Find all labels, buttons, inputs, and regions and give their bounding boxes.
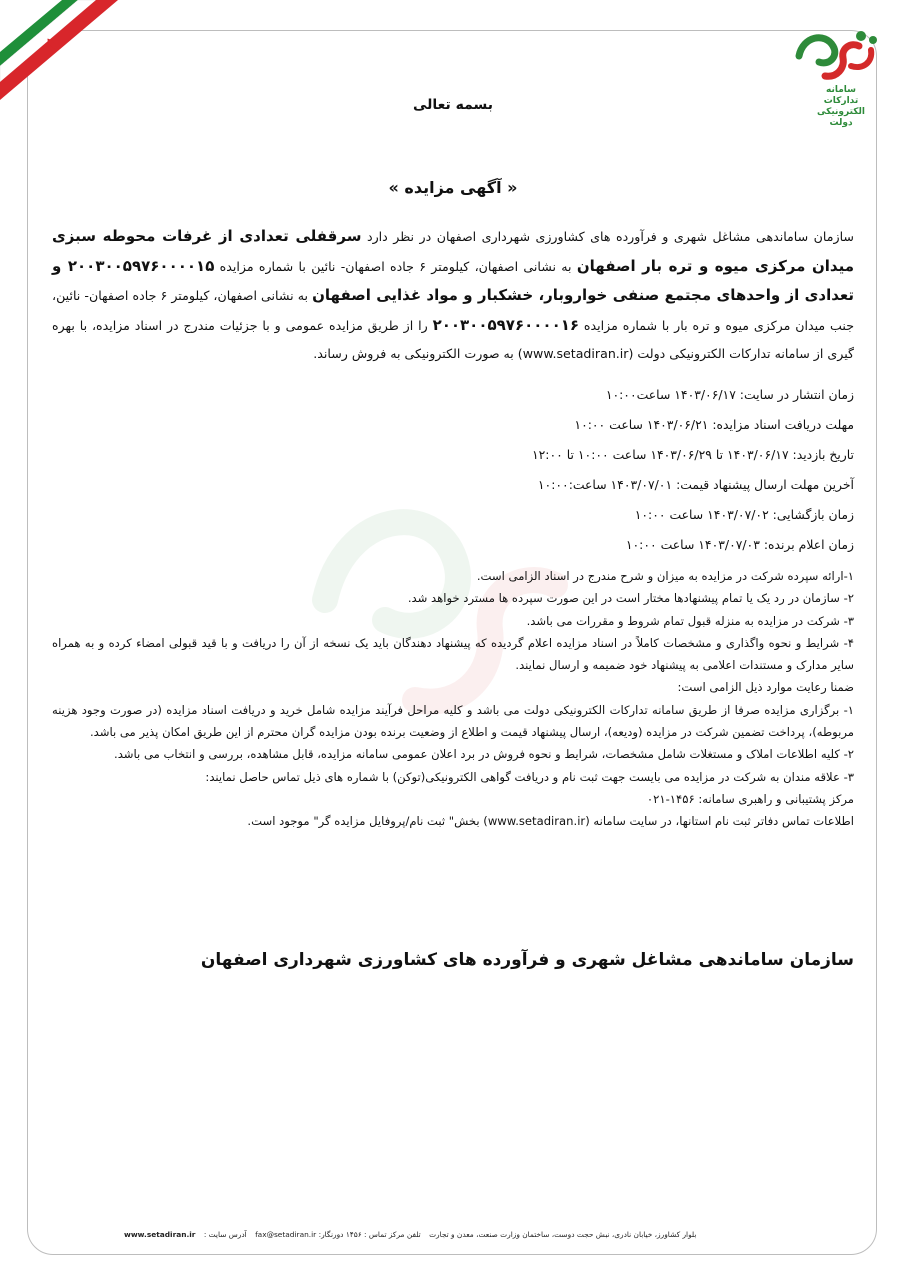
rule-item: ضمنا رعایت موارد ذیل الزامی است: (677, 680, 854, 695)
intro-paragraph (52, 222, 854, 369)
rule-item: ۲- سازمان در رد یک یا تمام پیشنهادها مختار است در این صورت سپرده ها مسترد خواهد شد. (407, 591, 854, 606)
ad-title: « آگهی مزایده » (388, 178, 518, 197)
intro-bold-3: ۲۰۰۳۰۰۵۹۷۶۰۰۰۰۱۶ (432, 315, 580, 334)
intro-part-4: را از طریق مزایده عمومی و با جزئیات مندرج در اسناد مزایده، با بهره گیری از سامانه تدارکات الکترونیکی دولت (www.setadiran.ir) به صورت الکترونیکی به فروش رساند. (52, 317, 854, 361)
intro-part-1: سازمان ساماندهی مشاغل شهری و فرآورده های کشاورزی شهرداری اصفهان در نظر دارد (361, 229, 854, 244)
footer-site-link[interactable]: www.setadiran.ir (124, 1230, 196, 1239)
date-publish: زمان انتشار در سایت: ۱۴۰۳/۰۶/۱۷ ساعت۱۰:۰۰ (605, 387, 854, 402)
footer (118, 1230, 800, 1239)
rule-item: ۱- برگزاری مزایده صرفا از طریق سامانه تدارکات الکترونیکی دولت می باشد و کلیه مراحل فرآیند مزایده شامل خرید و دریافت اسناد مزایده (در صورت وجود هزینه مربوطه)، پرداخت تضمین شرکت در مزایده (ودیعه)، ارسال پیشنهاد قیمت و اطلاع از وضعیت برنده بودن مزایده گران محترم از این طریق امکان پذیر می باشد. (52, 702, 854, 740)
logo-text-1: سامانه (825, 85, 857, 95)
logo-text-3: الکترونیکی (817, 107, 865, 117)
rule-item: اطلاعات تماس دفاتر ثبت نام استانها، در سایت سامانه (www.setadiran.ir) بخش" ثبت نام/پروفایل مزایده گر" موجود است. (247, 814, 854, 829)
intro-part-2: به نشانی اصفهان، کیلومتر ۶ جاده اصفهان- نائین با شماره مزایده (214, 258, 577, 274)
date-opening: زمان بازگشایی: ۱۴۰۳/۰۷/۰۲ ساعت ۱۰:۰۰ (634, 507, 854, 522)
signature-organization: سازمان ساماندهی مشاغل شهری و فرآورده های کشاورزی شهرداری اصفهان (200, 950, 854, 970)
setad-logo (789, 22, 887, 132)
intro-bold-1: سرقفلی تعدادی از غرفات محوطه سبزی میدان مرکزی میوه و تره بار اصفهان (52, 227, 854, 275)
rule-item: ۲- کلیه اطلاعات املاک و مستغلات شامل مشخصات، شرایط و نحوه فروش در برد اعلان عمومی سامانه مزایده، قابل مشاهده، بررسی و انتخاب می باشد. (114, 747, 854, 762)
footer-site-label: آدرس سایت : (203, 1230, 247, 1239)
footer-phone: تلفن مرکز تماس : ۱۴۵۶ دورنگار: fax@setadiran.ir (255, 1230, 421, 1239)
footer-address: بلوار کشاورز، خیابان نادری، نبش حجت دوست، ساختمان وزارت صنعت، معدن و تجارت (429, 1230, 697, 1239)
logo-text-4: دولت (829, 118, 853, 128)
logo-text-2: تدارکات (823, 96, 859, 106)
date-documents: مهلت دریافت اسناد مزایده: ۱۴۰۳/۰۶/۲۱ ساعت ۱۰:۰۰ (574, 417, 854, 432)
rules-list (52, 565, 854, 833)
rule-item: ۳- شرکت در مزایده به منزله قبول تمام شروط و مقررات می باشد. (526, 613, 854, 628)
date-visit: تاریخ بازدید: ۱۴۰۳/۰۶/۱۷ تا ۱۴۰۳/۰۶/۲۹ ساعت ۱۰:۰۰ تا ۱۲:۰۰ (532, 447, 854, 462)
dates-list (52, 380, 854, 560)
rule-item: ۴- شرایط و نحوه واگذاری و مشخصات کاملاً در اسناد مزایده اعلام گردیده که پیشنهاد دهندگان باید یک نسخه از آن را دریافت و با قید قبولی امضاء کرده و به همراه سایر مدارک و مستندات اعلامی به پیشنهاد خود ضمیمه و ارسال نمایند. (52, 635, 854, 673)
basmala-heading: بسمه تعالی (412, 97, 494, 113)
rule-item: ۳- علاقه مندان به شرکت در مزایده می بایست جهت ثبت نام و دریافت گواهی الکترونیکی(توکن) با شماره های ذیل تماس حاصل نمایند: (205, 769, 854, 784)
rule-item: مرکز پشتیبانی و راهبری سامانه: ۱۴۵۶-۰۲۱ (646, 791, 854, 806)
rule-item: ۱-ارائه سپرده شرکت در مزایده به میزان و شرح مندرج در اسناد الزامی است. (476, 569, 854, 583)
iran-flag-corner (0, 0, 130, 110)
date-winner: زمان اعلام برنده: ۱۴۰۳/۰۷/۰۳ ساعت ۱۰:۰۰ (625, 537, 854, 552)
intro-part-3: به نشانی اصفهان، کیلومتر ۶ جاده اصفهان- نائین، جنب میدان مرکزی میوه و تره بار با شماره مزایده (52, 288, 854, 333)
date-bid-deadline: آخرین مهلت ارسال پیشنهاد قیمت: ۱۴۰۳/۰۷/۰۱ ساعت:۱۰:۰۰ (537, 477, 854, 492)
intro-bold-2: ۲۰۰۳۰۰۵۹۷۶۰۰۰۰۱۵ و تعدادی از واحدهای مجتمع صنفی خواروبار، خشکبار و مواد غذایی اصفهان (52, 256, 854, 304)
